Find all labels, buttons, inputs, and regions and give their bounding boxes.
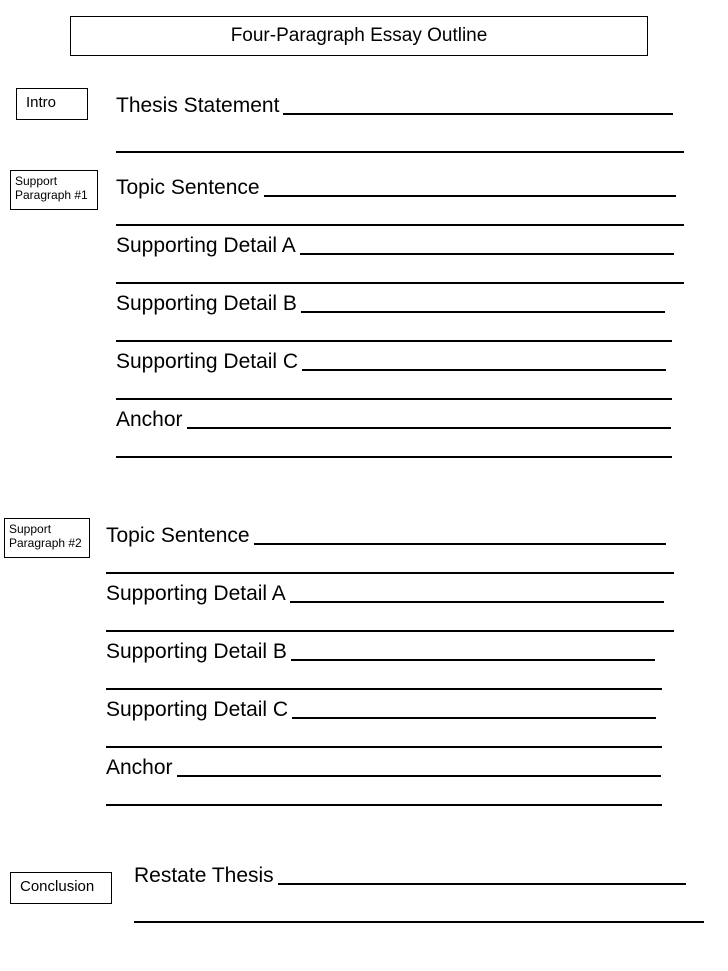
conclusion-label: Conclusion	[10, 872, 112, 904]
blank-rule	[116, 456, 672, 458]
blank-rule	[106, 688, 662, 690]
line-label: Supporting Detail C	[106, 698, 289, 721]
line-label: Topic Sentence	[106, 524, 250, 547]
blank-rule	[302, 369, 666, 371]
blank-rule	[264, 195, 676, 197]
blank-rule	[283, 113, 673, 115]
blank-rule	[278, 883, 686, 885]
line-label: Restate Thesis	[134, 864, 274, 887]
blank-line	[134, 900, 704, 938]
line-label: Supporting Detail B	[116, 292, 297, 315]
thesis-statement-line	[116, 92, 673, 130]
blank-rule	[187, 427, 671, 429]
blank-rule	[116, 151, 684, 153]
blank-rule	[292, 717, 656, 719]
restate-thesis-line	[134, 862, 686, 900]
line-label: Supporting Detail A	[116, 234, 296, 257]
blank-line	[116, 435, 672, 473]
blank-rule	[290, 601, 664, 603]
blank-rule	[116, 282, 684, 284]
blank-rule	[134, 921, 704, 923]
line-label: Thesis Statement	[116, 94, 280, 117]
support-paragraph-1-label: Support Paragraph #1	[10, 170, 98, 210]
blank-rule	[300, 253, 674, 255]
line-label: Supporting Detail A	[106, 582, 286, 605]
blank-rule	[291, 659, 655, 661]
support-paragraph-2-label: Support Paragraph #2	[4, 518, 90, 558]
blank-rule	[106, 804, 662, 806]
blank-rule	[301, 311, 665, 313]
blank-rule	[106, 572, 674, 574]
blank-line	[116, 130, 684, 168]
outline-title: Four-Paragraph Essay Outline	[70, 16, 648, 56]
blank-rule	[116, 224, 684, 226]
blank-rule	[177, 775, 661, 777]
blank-rule	[116, 340, 672, 342]
intro-label: Intro	[16, 88, 88, 120]
line-label: Anchor	[116, 408, 183, 431]
line-label: Supporting Detail C	[116, 350, 299, 373]
line-label: Supporting Detail B	[106, 640, 287, 663]
line-label: Topic Sentence	[116, 176, 260, 199]
blank-rule	[106, 630, 674, 632]
blank-rule	[116, 398, 672, 400]
blank-line	[106, 783, 662, 821]
blank-rule	[254, 543, 666, 545]
line-label: Anchor	[106, 756, 173, 779]
blank-rule	[106, 746, 662, 748]
